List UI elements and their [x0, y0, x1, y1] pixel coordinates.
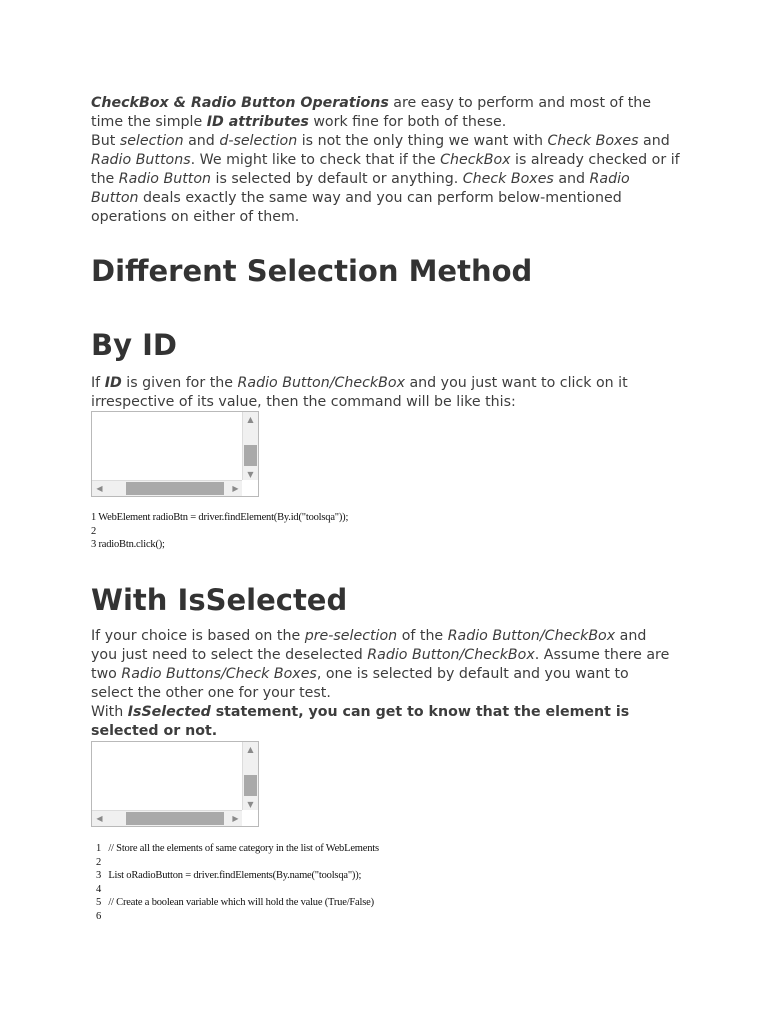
code-line: 6 [96, 910, 102, 922]
scroll-up-arrow-icon[interactable]: ▲ [247, 415, 254, 424]
horizontal-scroll-thumb[interactable] [126, 482, 224, 495]
scroll-down-arrow-icon[interactable]: ▼ [247, 470, 254, 479]
scrollbar-corner [242, 480, 258, 496]
code-scroll-box-1[interactable] [91, 411, 259, 497]
scroll-left-arrow-icon[interactable]: ◀ [96, 484, 103, 493]
horizontal-scrollbar[interactable] [92, 480, 243, 496]
code-line: 1 // Store all the elements of same category in the list of WebLements [96, 843, 379, 854]
code-line: 5 // Create a boolean variable which will hold the value (True/False) [96, 897, 374, 908]
code-line: 3 List oRadioButton = driver.findElements(By.name("toolsqa")); [96, 870, 362, 881]
intro-paragraph: CheckBox & Radio Button Operations are easy to perform and most of the time the simple ID attributes work fine for both of these. But selection and d-selection is not the only thing we want with Check Boxes and Radio Buttons. We might like to check that if the CheckBox is already checked or if the Radio Button is selected by default or anything. Check Boxes and Radio Button deals exactly the same way and you can perform below-mentioned operations on either of them. [91, 95, 680, 225]
vertical-scrollbar[interactable] [242, 742, 258, 812]
code-line: 3 radioBtn.click(); [91, 539, 165, 550]
code-line: 2 [91, 525, 97, 537]
heading-different-selection-method: Different Selection Method [91, 254, 533, 288]
by-id-code [91, 511, 651, 552]
scroll-left-arrow-icon[interactable]: ◀ [96, 814, 103, 823]
vertical-scroll-thumb[interactable] [244, 775, 257, 796]
intro-term-operations: CheckBox & Radio Button Operations [91, 95, 389, 111]
heading-with-isselected: With IsSelected [91, 583, 348, 617]
code-scroll-box-2[interactable] [91, 741, 259, 827]
is-selected-code [96, 842, 656, 923]
heading-by-id: By ID [91, 328, 177, 362]
horizontal-scroll-thumb[interactable] [126, 812, 224, 825]
scroll-up-arrow-icon[interactable]: ▲ [247, 745, 254, 754]
horizontal-scrollbar[interactable] [92, 810, 243, 826]
vertical-scroll-thumb[interactable] [244, 445, 257, 466]
scroll-right-arrow-icon[interactable]: ▶ [232, 484, 239, 493]
scrollbar-corner [242, 810, 258, 826]
code-line: 4 [96, 883, 102, 895]
scroll-down-arrow-icon[interactable]: ▼ [247, 800, 254, 809]
code-line: 1 WebElement radioBtn = driver.findElement(By.id("toolsqa")); [91, 512, 349, 523]
is-selected-paragraph: If your choice is based on the pre-selection of the Radio Button/CheckBox and you just need to select the deselected Radio Button/CheckBox. Assume there are two Radio Buttons/Check Boxes, one is selected by default and you want to select the other one for your test. With IsSelected statement, you can get to know that the element is selected or not. [91, 628, 670, 739]
code-line: 2 [96, 856, 102, 868]
by-id-paragraph: If ID is given for the Radio Button/CheckBox and you just want to click on it irrespective of its value, then the command will be like this: [91, 375, 628, 410]
scroll-right-arrow-icon[interactable]: ▶ [232, 814, 239, 823]
intro-term-id-attributes: ID attributes [206, 114, 309, 130]
vertical-scrollbar[interactable] [242, 412, 258, 482]
